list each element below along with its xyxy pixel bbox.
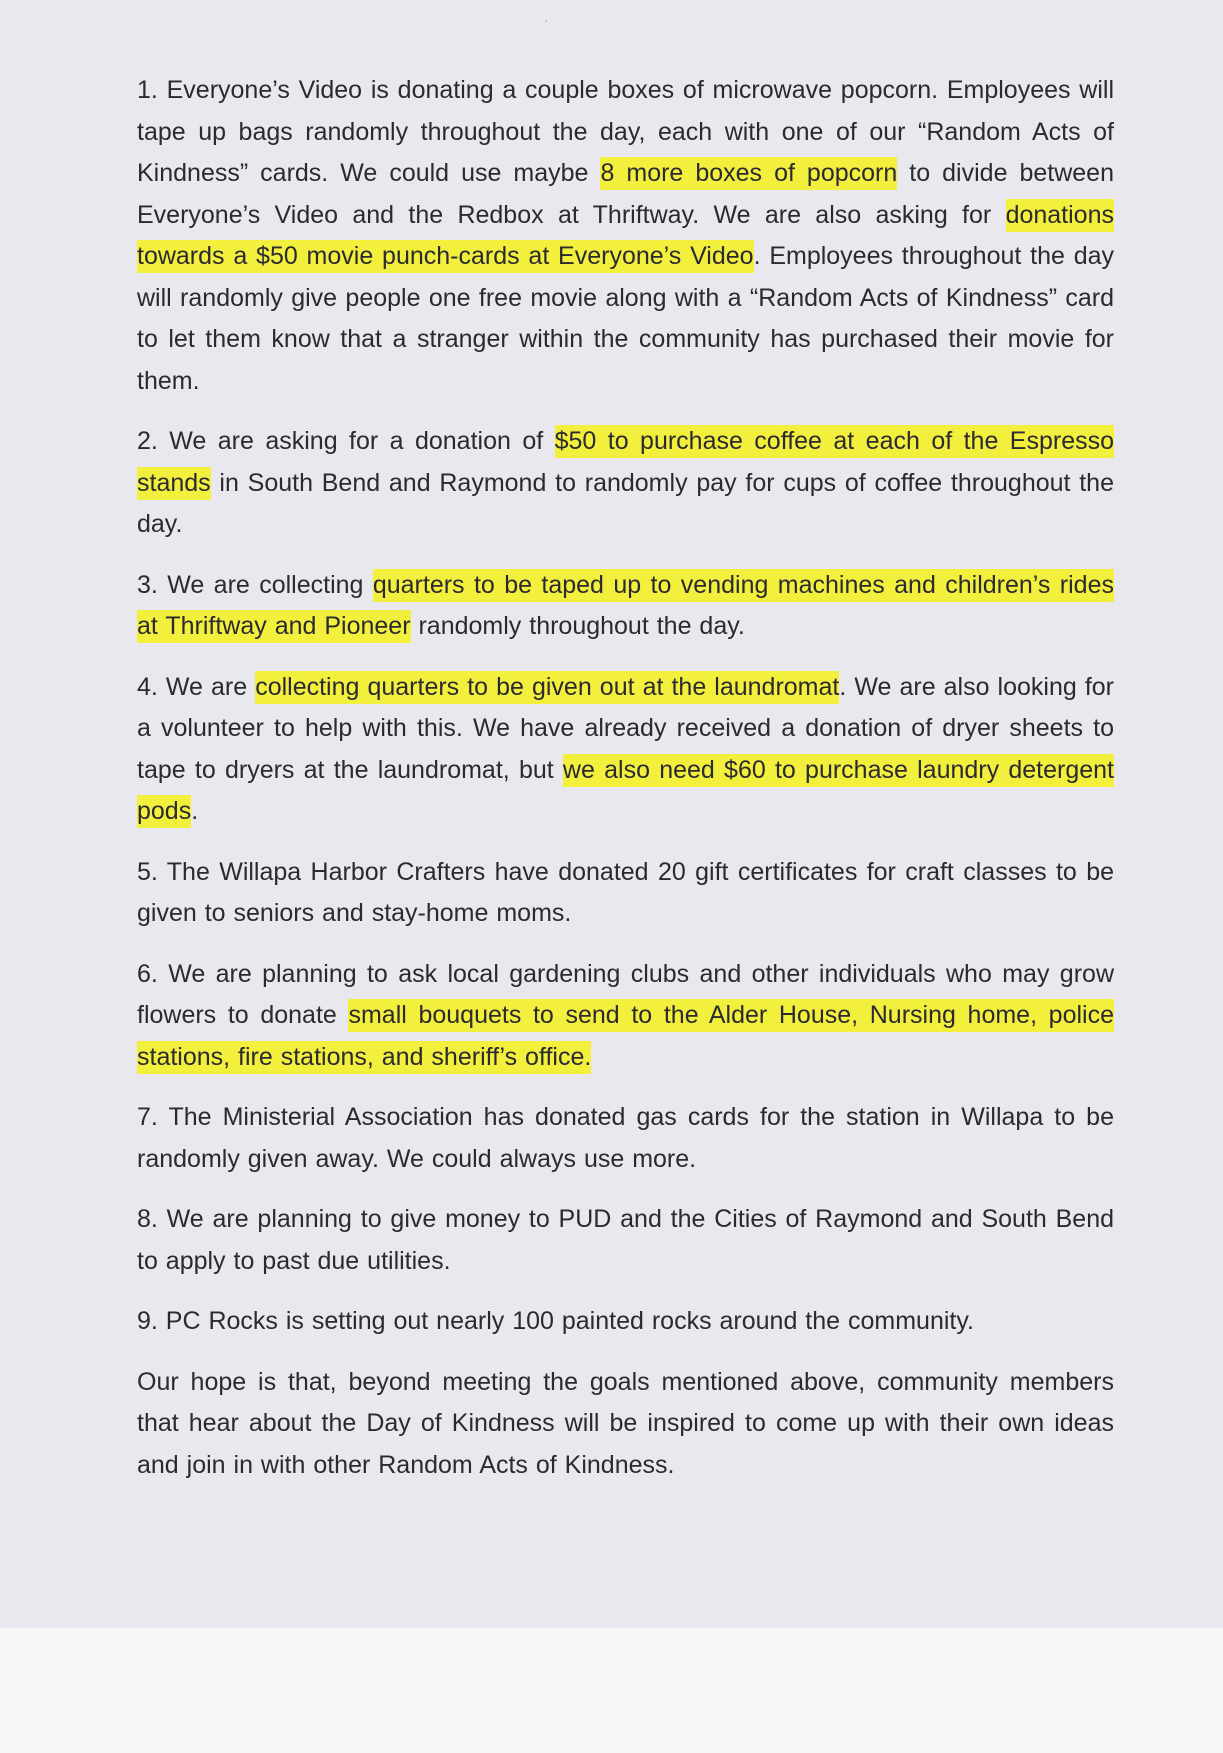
text-segment: randomly throughout the day. <box>410 612 745 640</box>
highlighted-text: 8 more boxes of popcorn <box>600 157 897 190</box>
text-segment: 6. We are planning to ask local gardening clubs and other individuals who may grow flowers to donate <box>137 959 1114 1029</box>
scan-margin <box>0 1628 1223 1753</box>
list-item <box>137 1199 1114 1282</box>
highlighted-text: quarters to be taped up to vending machines and children’s rides at Thriftway and Pioneer <box>137 569 1114 644</box>
text-segment: 7. The Ministerial Association has donated gas cards for the station in Willapa to be randomly given away. We could always use more. <box>137 1103 1114 1173</box>
text-segment: 5. The Willapa Harbor Crafters have donated 20 gift certificates for craft classes to be given to seniors and stay-home moms. <box>137 857 1114 927</box>
text-segment: 4. We are <box>137 672 256 701</box>
text-segment: 8. We are planning to give money to PUD and the Cities of Raymond and South Bend to apply to past due utilities. <box>137 1205 1114 1275</box>
list-item <box>137 565 1114 648</box>
highlighted-text: $50 to purchase coffee at each of the Espresso stands <box>137 425 1114 500</box>
scan-speck <box>545 20 547 22</box>
text-segment: 1. Everyone’s Video is donating a couple boxes of microwave popcorn. Employees will tape up bags randomly throughout the day, each with one of our “Random Acts of Kindness” cards. We could use maybe <box>137 76 1114 187</box>
highlighted-text: donations towards a $50 movie punch-cards at Everyone’s Video <box>137 199 1114 274</box>
text-segment: . Employees throughout the day will randomly give people one free movie along with a “Random Acts of Kindness” card to let them know that a stranger within the community has purchased their movie for them. <box>137 242 1114 395</box>
list-item <box>137 1301 1114 1343</box>
list-item <box>137 667 1114 833</box>
text-segment: 9. PC Rocks is setting out nearly 100 painted rocks around the community. <box>137 1307 974 1335</box>
text-segment: . We are also looking for a volunteer to help with this. We have already received a donation of dryer sheets to tape to dryers at the laundromat, but <box>137 672 1115 784</box>
highlighted-text: collecting quarters to be given out at the laundromat <box>255 671 839 704</box>
text-segment: 2. We are asking for a donation of <box>137 427 555 455</box>
text-segment: Our hope is that, beyond meeting the goals mentioned above, community members that hear about the Day of Kindness will be inspired to come up with their own ideas and join in with other Random Acts of Kindness. <box>137 1367 1114 1479</box>
document-body <box>137 70 1114 1505</box>
list-item <box>137 852 1114 935</box>
list-item <box>137 421 1114 546</box>
text-segment: to divide between Everyone’s Video and the Redbox at Thriftway. We are also asking for <box>137 159 1114 229</box>
closing-paragraph <box>137 1362 1114 1487</box>
highlighted-text: small bouquets to send to the Alder House, Nursing home, police stations, fire stations, and sheriff’s office. <box>137 999 1114 1074</box>
text-segment: . <box>191 797 199 825</box>
list-item <box>137 70 1114 402</box>
list-item <box>137 1097 1114 1180</box>
text-segment: in South Bend and Raymond to randomly pay for cups of coffee throughout the day. <box>137 468 1114 538</box>
text-segment: 3. We are collecting <box>137 570 373 599</box>
list-item <box>137 954 1114 1079</box>
highlighted-text: we also need $60 to purchase laundry detergent pods <box>137 754 1114 829</box>
